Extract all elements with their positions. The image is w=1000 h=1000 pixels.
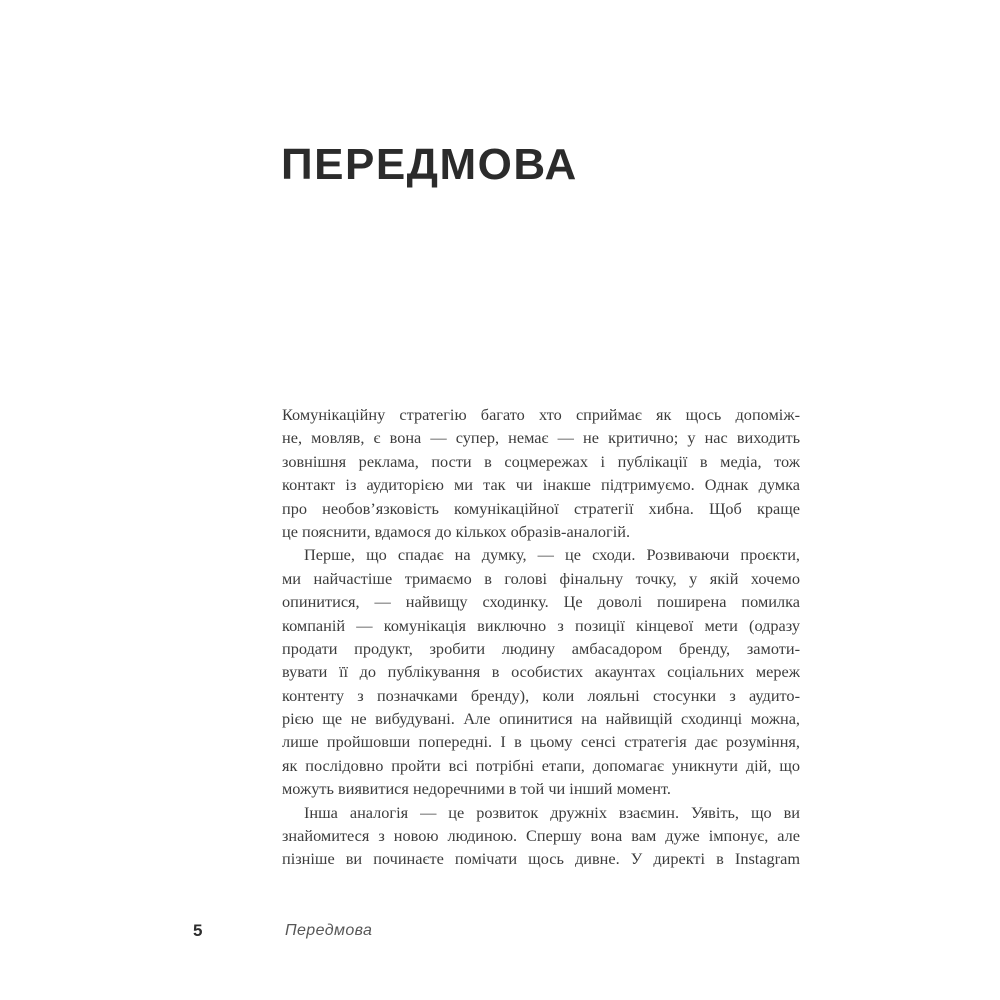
- text-line: як послідовно пройти всі потрібні етапи, допомагає уникнути дій, що: [282, 755, 800, 775]
- text-line: рією ще не вибудувані. Але опинитися на найвищій сходинці можна,: [282, 709, 800, 729]
- text-line: продати продукт, зробити людину амбасадором бренду, замоти-: [282, 638, 800, 658]
- running-title: Передмова: [285, 922, 373, 939]
- text-line: контакт із аудиторією ми так чи інакше підтримуємо. Однак думка: [282, 475, 800, 495]
- text-line: Інша аналогія — це розвиток дружніх взаємин. Уявіть, що ви: [304, 802, 800, 822]
- text-line: ми найчастіше тримаємо в голові фінальну точку, у якій хочемо: [282, 568, 800, 588]
- text-line: вувати її до публікування в особистих акаунтах соціальних мереж: [282, 662, 800, 682]
- text-line: лише пройшовши попередні. І в цьому сенсі стратегія дає розуміння,: [282, 732, 800, 752]
- text-line: про необов’язковість комунікаційної стратегії хибна. Щоб краще: [282, 498, 800, 518]
- chapter-title: ПЕРЕДМОВА: [281, 140, 578, 189]
- paragraph: [282, 403, 800, 543]
- text-line: знайомитеся з новою людиною. Спершу вона вам дуже імпонує, але: [282, 826, 800, 846]
- body-text: [282, 403, 800, 871]
- text-line: це пояснити, вдамося до кількох образів-аналогій.: [282, 521, 631, 541]
- text-line: Комунікаційну стратегію багато хто сприймає як щось допоміж-: [282, 405, 800, 424]
- page-number: 5: [193, 921, 203, 940]
- text-line: опинитися, — найвищу сходинку. Це доволі поширена помилка: [282, 592, 800, 612]
- text-line: контенту з позначками бренду), коли лояльні стосунки з аудито-: [282, 685, 800, 705]
- text-line: Перше, що спадає на думку, — це сходи. Розвиваючи проєкти,: [304, 545, 800, 565]
- paragraph: [282, 801, 800, 871]
- text-line: не, мовляв, є вона — супер, немає — не критично; у нас виходить: [282, 428, 800, 448]
- text-line: компаній — комунікація виключно з позиції кінцевої мети (одразу: [282, 615, 800, 635]
- paragraph: [282, 543, 800, 800]
- text-line: зовнішня реклама, пости в соцмережах і публікації в медіа, тож: [282, 451, 800, 471]
- text-line: пізніше ви починаєте помічати щось дивне. У директі в Instagram: [282, 849, 800, 869]
- text-line: можуть виявитися недоречними в той чи інший момент.: [282, 779, 671, 799]
